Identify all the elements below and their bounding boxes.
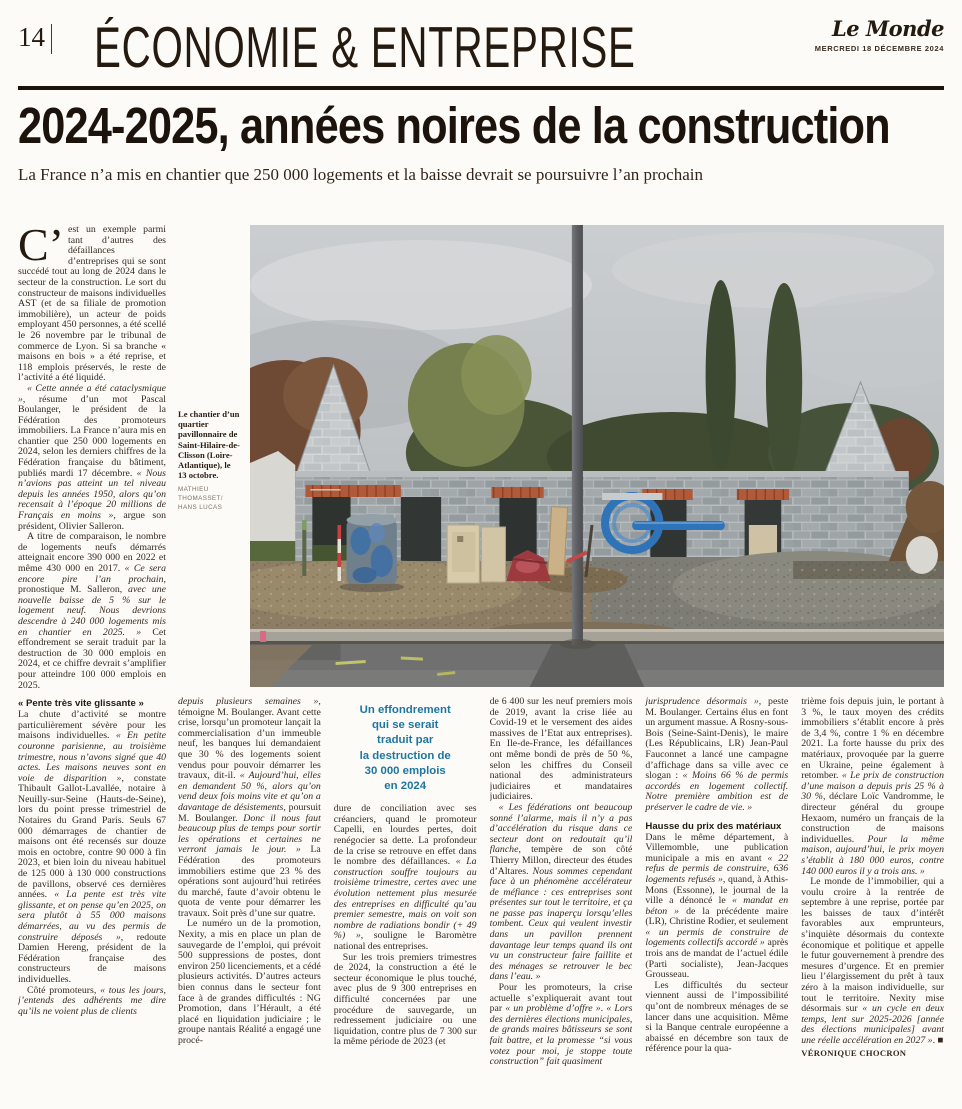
quote-run: « Aujourd’hui, elles en demandent 50 %, alors qu’on vend deux fois moins vite et qu’on a davantage de désistements	[178, 770, 321, 813]
article-paragraph	[178, 919, 321, 1046]
text-run: , constate Thibault Gallot-Lavallée, notaire à Neuilly-sur-Seine (Hauts-de-Seine), lors du point presse trimestriel de Notaires du Grand Paris. Seuls 67 000 démarrages de chantier de maisons ont été recensés sur douze mois en octobre, contre 90 000 à fin 2023, et bien loin du niveau habituel de 125 000 à 130 000 constructions de pavillons, observé ces dernières années.	[18, 772, 166, 901]
text-run: , résume d’un mot Pascal Boulanger, le président de la Fédération des promoteurs immobiliers. La France n’aura mis en chantier que 250 000 logements en 2024, selon les derniers chiffres de la Fédération française du bâtiment, publiés mardi 17 décembre.	[18, 393, 166, 479]
text-run: Dans le même département, à Villemomble, une publication municipale a mis en avant	[645, 831, 789, 864]
text-column-2	[178, 697, 321, 1101]
drop-cap: C’	[18, 225, 64, 270]
text-run: La chute d’activité se montre particulièrement sévère pour les maisons individuelles.	[18, 709, 166, 742]
quote-run: « La pente est très vite glissante, et on pense qu’en 2025, on sera plutôt à 55 000 maisons démarrées, au vu des permis de construire déposés »	[18, 889, 166, 943]
article-paragraph	[334, 953, 477, 1048]
right-zone	[178, 225, 944, 1109]
quote-run: « En petite couronne parisienne, au troisième trimestre, nous n’avons signé que 40 actes. Les maisons neuves sont en voie de disparition »	[18, 730, 166, 784]
text-run: est un exemple parmi tant d’autres des défaillances d’entreprises qui se sont succédé tout au long de 2024 dans le secteur de la construction. Le sort du constructeur de maisons individuelles AST (et de sa filiale de promotion immobilière), un acteur de poids employant 450 personnes, a été scellé le 26 novembre par le tribunal de commerce de Lyon. Si sa branche « maisons en bois » a été reprise, et 118 emplois préservés, le reste de l’activité a été liquidé.	[18, 225, 166, 384]
text-run: , redoute Damien Hereng, président de la Fédération française des constructeurs de maisons individuelles.	[18, 931, 166, 985]
text-run: Côté promoteurs,	[27, 984, 101, 996]
article-paragraph	[18, 532, 166, 691]
photo-row	[178, 225, 944, 687]
text-run: Pour les promoteurs, la crise actuelle s’expliquerait avant tout par	[489, 982, 633, 1015]
text-run: dure de conciliation avec ses créanciers, quand le promoteur Capelli, en lourdes pertes, doit renégocier sa dette. La profondeur de la crise se retrouve en effet dans le nombre des défaillances.	[333, 803, 477, 868]
text-run: , peste M. Boulanger. Certains élus en font un argument massue. A Rosny-sous-Bois (Seine-Saint-Denis), le maire (Les Républicains, LR) Jean-Paul Fauconnet a lancé une campagne d’affichage dans sa ville avec ce slogan :	[645, 697, 789, 782]
article-standfirst: La France n’a mis en chantier que 250 000 logements et la baisse devrait se poursuivre l’an prochain	[18, 165, 703, 184]
quote-run: « mandat en béton »	[645, 895, 789, 917]
article-paragraph	[18, 710, 166, 985]
article-paragraph	[490, 697, 633, 803]
pull-quote-line: la destruction de	[359, 749, 451, 762]
construction-site-photo	[250, 225, 944, 687]
text-run: , pronostique M. Salleron,	[18, 573, 166, 596]
quote-run: « Ce sera encore pire l’an prochain	[18, 563, 166, 585]
article-paragraph	[801, 697, 944, 877]
quote-run: « un cycle en deux temps, lent sur 2025-2026 [année des élections municipales] avant une réelle accélération en 2027 »	[801, 1003, 944, 1046]
section-title: ÉCONOMIE & ENTREPRISE	[94, 15, 636, 80]
article-paragraph	[178, 697, 321, 919]
quote-run: « Les fédérations ont beaucoup sonné l’alarme, mais il n’y a pas d’accélération du risque dans ce secteur dont on redoutait qu’il flanche	[489, 801, 633, 856]
pull-quote-line: traduit par	[377, 734, 434, 747]
quote-run: « La construction souffre toujours au troisième trimestre, certes avec une évolution nettement plus mesurée des entreprises en difficulté qu’au premier semestre, mais on voit son nombre de radiations bondir (+ 49 %) »	[333, 856, 477, 942]
pull-quote	[334, 703, 477, 794]
text-run: Le monde de l’immobilier, qui a voulu croire à la rentrée de septembre à une reprise, portée par les baisses de taux d’intérêt favorables aux emprunteurs, s’inquiète désormais du contexte économique et politique et appelle le futur gouvernement à prendre des mesures d’urgence. Et en premier lieu l’élargissement du prêt à taux zéro à la maison individuelle, sur tout le territoire. Nexity mise désormais sur	[801, 876, 944, 1015]
quote-run: Donc il nous faut beaucoup plus de temps pour sortir les opérations et certaines ne verront jamais le jour. »	[178, 812, 321, 856]
issue-date: MERCREDI 18 DÉCEMBRE 2024	[814, 44, 944, 53]
article-byline: VÉRONIQUE CHOCRON	[801, 1047, 907, 1058]
text-run: Cet effondrement se serait traduit par la destruction de 30 000 emplois en 2024, et ce chiffre devrait s’amplifier pour atteindre 100 000 emplois en 2025.	[18, 626, 166, 691]
text-run: , témoigne M. Boulanger. Avant cette crise, lorsqu’un promoteur lançait la commercialisation d’un immeuble neuf, les banques lui demandaient que 30 % des logements soient vendus pour pouvoir démarrer les travaux, dit-il.	[178, 697, 321, 782]
photo-illustration	[250, 225, 944, 687]
page-number-value: 14	[18, 22, 45, 52]
text-run: après trois ans de mandat de l’actuel édile (Parti socialiste), Jean-Jacques Grousseau.	[645, 937, 789, 981]
text-run: de la précédente maire (LR), Christine Rodier, et seulement	[645, 905, 789, 928]
quote-run: « Moins 66 % de permis accordés en logement collectif. Notre première ambition est de préserver le cadre de vie. »	[645, 770, 789, 813]
text-column-5	[645, 697, 788, 1101]
text-run: .	[600, 1003, 607, 1015]
text-run: La Fédération des promoteurs immobiliers estime que 23 % des opérations sont aujourd’hui retirées du marché, faute d’avoir obtenu le quota de vente pour démarrer les travaux. Soit près d’une sur quatre.	[178, 844, 321, 919]
page-number	[18, 22, 52, 54]
article-paragraph	[490, 983, 633, 1068]
article-paragraph	[334, 804, 477, 952]
text-run: . ■	[932, 1035, 944, 1046]
text-column-3-body	[334, 804, 477, 1048]
text-run: , argue son président, Olivier Salleron.	[18, 510, 166, 532]
article-paragraph	[490, 803, 633, 983]
article-subhead: Hausse du prix des matériaux	[645, 820, 782, 832]
text-run: , quand, à Athis-Mons (Essonne), le journal de la ville a dénoncé le	[645, 873, 789, 907]
pull-quote-line: qui se serait	[371, 719, 439, 732]
pull-quote-line: Un effondrement	[359, 704, 451, 716]
text-run: Les difficultés du secteur viennent aussi de l’impossibilité qu’ont de nombreux ménages de se lancer dans une acquisition. Même si la Banque centrale européenne a abaissé en décembre son taux de référence pour la qua-	[645, 979, 789, 1055]
text-run: A titre de comparaison, le nombre de logements neufs démarrés atteignait encore 390 000 en 2022 et même 430 000 en 2017.	[18, 531, 166, 574]
text-run: , souligne le Baromètre national des entreprises.	[333, 930, 477, 952]
article-paragraph	[18, 986, 166, 1018]
quote-run: « Nous n’avions pas atteint un tel niveau depuis les années 1950, alors qu’on recensait à l’époque 20 millions de Français en moins »	[18, 467, 166, 522]
quote-run: « Lors des dernières élections municipales, de grands maires bâtisseurs se sont fait battre, et la promesse “si vous votez pour moi, je stoppe toute construction” fait quasiment	[489, 1003, 633, 1068]
text-run: de 6 400 sur les neuf premiers mois de 2019, avant la crise liée au Covid-19 et le versement des aides massives de l’Etat aux entreprises). En Ile-de-France, les défaillances ont même bondi de près de 50 %, selon les chiffres du Conseil national des administrateurs judiciaires et mandataires judiciaires.	[489, 697, 633, 803]
brand-box	[815, 16, 944, 53]
quote-run: « Cette année a été cataclysmique »	[18, 382, 166, 405]
masthead	[18, 0, 944, 88]
text-column-4	[490, 697, 633, 1101]
text-run: , tempère de son côté Thierry Millon, directeur des études d’Altares.	[489, 844, 633, 877]
text-run: Le numéro un de la promotion, Nexity, a mis en place un plan de sauvegarde de l’emploi, qui prévoit 500 suppressions de postes, dont environ 250 licenciements, et a cédé plusieurs activités. D’autres acteurs bien connus dans le secteur font face à de grandes difficultés : NG Promotion, dans l’Hérault, a été placé en liquidation judiciaire ; le groupe nantais Réalité a engagé une procé-	[178, 918, 321, 1046]
quote-run: Nous sommes cependant face à un phénomène accélérateur de méfiance : ces entreprises sont présentes sur tout le territoire, et ça ne passe pas inaperçu lorsqu’elles tombent. Ceux qui veulent investir dans un pavillon prennent davantage leur temps quand ils ont vu un constructeur faire faillite et des ménages se retrouver le bec dans l’eau. »	[489, 865, 633, 983]
text-run: , déclare Loïc Vandromme, le directeur général du groupe Hexaom, numéro un français de la construction de maisons individuelles.	[801, 791, 944, 845]
text-run: , poursuit M. Boulanger.	[178, 801, 321, 824]
text-run: Sur les trois premiers trimestres de 2024, la construction a été le secteur économique le plus touché, avec plus de 9 300 entreprises en difficulté concernées par une procédure de sauvegarde, un redressement judiciaire ou une liquidation, contre plus de 7 300 sur la même période de 2023 (et	[333, 951, 477, 1048]
quote-run: avec une nouvelle baisse de 5 % sur le logement neuf. Nous devrions descendre à 240 000 logements mis en chantier en 2025. »	[18, 584, 166, 638]
photo-credit: MATHIEU THOMASSET/ HANS LUCAS	[178, 486, 223, 512]
bottom-columns	[178, 697, 944, 1101]
article-paragraph	[801, 877, 944, 1047]
photo-caption: Le chantier d’un quartier pavillonnaire de Saint-Hilaire-de-Clisson (Loire-Atlantique), le 13 octobre.	[178, 409, 240, 481]
photo-caption-block	[178, 225, 240, 687]
quote-run: Pour la même maison, aujourd’hui, le prix moyen s’établit à 180 000 euros, contre 140 000 euros il y a trois ans. »	[801, 833, 944, 877]
quote-run: jurisprudence désormais »	[645, 697, 759, 707]
article-headline: 2024-2025, années noires de la construction	[18, 97, 890, 154]
article-paragraph	[18, 384, 166, 532]
quote-run: « tous les jours, j’entends des adhérents me dire qu’ils ne voient plus de clients	[18, 984, 166, 1017]
article-paragraph	[645, 697, 788, 814]
article-body	[18, 225, 944, 1109]
article-subhead: « Pente très vite glissante »	[18, 698, 144, 710]
text-column-3	[334, 697, 477, 1101]
quote-run: « un problème d’offre »	[505, 1003, 601, 1015]
page-number-divider	[51, 24, 52, 54]
text-column-6	[801, 697, 944, 1101]
newspaper-logo: Le Monde	[831, 16, 944, 41]
quote-run: « Le prix de construction d’une maison a depuis pris 25 % à 30 %	[801, 770, 944, 803]
article-paragraph	[645, 833, 788, 981]
text-column-1	[18, 225, 166, 1109]
pull-quote-line: 30 000 emplois	[364, 764, 446, 777]
quote-run: depuis plusieurs semaines »	[178, 697, 319, 707]
article-paragraph	[645, 981, 788, 1055]
article-paragraph	[18, 225, 166, 384]
quote-run: « un permis de construire de logements collectifs accordé »	[645, 926, 789, 949]
pull-quote-line: en 2024	[384, 780, 427, 793]
masthead-rule	[18, 86, 944, 90]
text-run: trième fois depuis juin, le portant à 3 %, le taux moyen des crédits immobiliers s’établit encore à près de 3,4 %, contre 1 % en décembre 2021. La forte hausse du prix des matériaux, provoquée par la guerre en Ukraine, peine également à retomber.	[801, 697, 944, 782]
quote-run: « 22 refus de permis de construire, 636 logements refusés »	[645, 852, 789, 885]
